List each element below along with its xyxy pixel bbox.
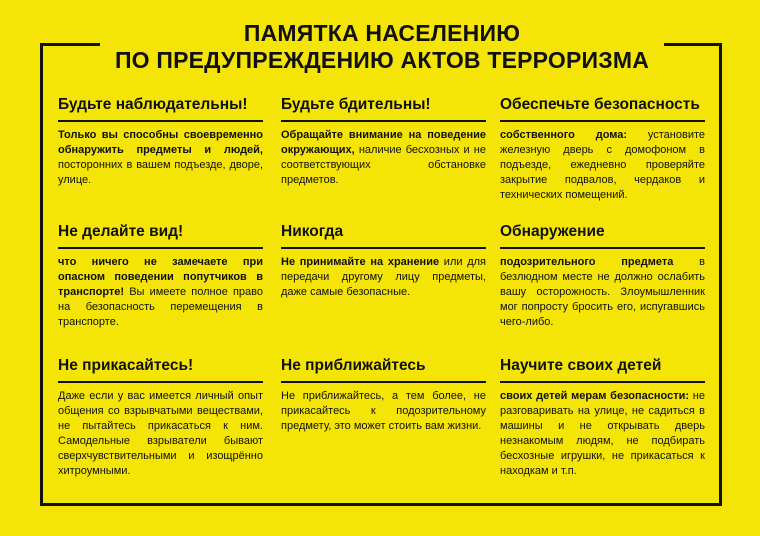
tip-dont-pretend [58, 223, 263, 330]
tip-bold-text: своих детей мерам безопасности: [500, 390, 690, 402]
tip-body [500, 389, 705, 479]
page-title [100, 20, 664, 74]
frame-bottom [40, 503, 722, 506]
tip-bold-text: собственного дома: [500, 129, 628, 141]
tip-dont-approach [281, 357, 486, 434]
tip-secure-home [500, 96, 705, 203]
tip-bold-text: подозрительного предмета [500, 256, 674, 268]
tip-text: не разговаривать на улице, не садиться в машины и не открывать дверь незнакомым людям, не подбирать бесхозные игрушки, не прикасаться к находкам и т.п. [500, 390, 705, 477]
tip-body [500, 255, 705, 330]
tip-heading: Не приближайтесь [281, 357, 486, 383]
tip-text: в безлюдном месте не должно ослабить вашу осторожность. Злоумышленник мог попросту бросить его, испугавшись чего-либо. [500, 256, 705, 328]
tip-body [58, 389, 263, 479]
tip-never [281, 223, 486, 300]
tip-text: или для передачи другому лицу предметы, даже самые безопасные. [281, 256, 487, 298]
tip-body [281, 128, 486, 188]
frame-top-right [664, 43, 722, 46]
tip-heading: Обеспечьте безопасность [500, 96, 705, 122]
tip-text: установите железную дверь с домофоном в подъезде, ежедневно проверяйте закрытие подвалов, чердаков и технических помещений. [500, 129, 705, 201]
tip-dont-touch [58, 357, 263, 479]
frame-top-left [40, 43, 100, 46]
tip-heading: Не прикасайтесь! [58, 357, 263, 383]
tip-heading: Обнаружение [500, 223, 705, 249]
tip-bold-text: что ничего не замечаете при опасном поведении попутчиков в транспорте! [58, 256, 263, 298]
tip-be-vigilant [281, 96, 486, 188]
title-line-1: ПАМЯТКА НАСЕЛЕНИЮ [243, 20, 521, 46]
tip-bold-text: Только вы способны своевременно обнаружить предметы и людей, [58, 129, 263, 156]
tip-text: Вы имеете полное право на безопасность перемещения в транспорте. [58, 286, 263, 328]
tip-body [281, 389, 486, 434]
tip-heading: Будьте бдительны! [281, 96, 486, 122]
tip-bold-text: Обращайте внимание на поведение окружающих, [281, 129, 486, 156]
tip-heading: Научите своих детей [500, 357, 705, 383]
frame-left [40, 43, 43, 506]
frame-right [719, 43, 722, 506]
tip-bold-text: Не принимайте на хранение [281, 256, 440, 268]
tip-body [58, 255, 263, 330]
tip-heading: Не делайте вид! [58, 223, 263, 249]
title-line-2: ПО ПРЕДУПРЕЖДЕНИЮ АКТОВ ТЕРРОРИЗМА [114, 47, 650, 73]
tip-text: Не приближайтесь, а тем более, не прикасайтесь к подозрительному предмету, это может стоить вам жизни. [281, 390, 486, 432]
tip-text: посторонних в вашем подъезде, дворе, улице. [58, 159, 263, 186]
tip-be-observant [58, 96, 263, 188]
tip-detection [500, 223, 705, 330]
tip-teach-children [500, 357, 705, 479]
tip-body [500, 128, 705, 203]
tip-body [58, 128, 263, 188]
tip-text: наличие бесхозных и не соответствующих обстановке предметов. [281, 144, 486, 186]
tip-heading: Никогда [281, 223, 486, 249]
tip-body [281, 255, 486, 300]
tip-text: Даже если у вас имеется личный опыт общения со взрывчатыми веществами, не пытайтесь прикасаться к ним. Самодельные взрыватели бывают сверхчувствительными и изощрённо хитроумными. [58, 390, 263, 477]
tip-heading: Будьте наблюдательны! [58, 96, 263, 122]
